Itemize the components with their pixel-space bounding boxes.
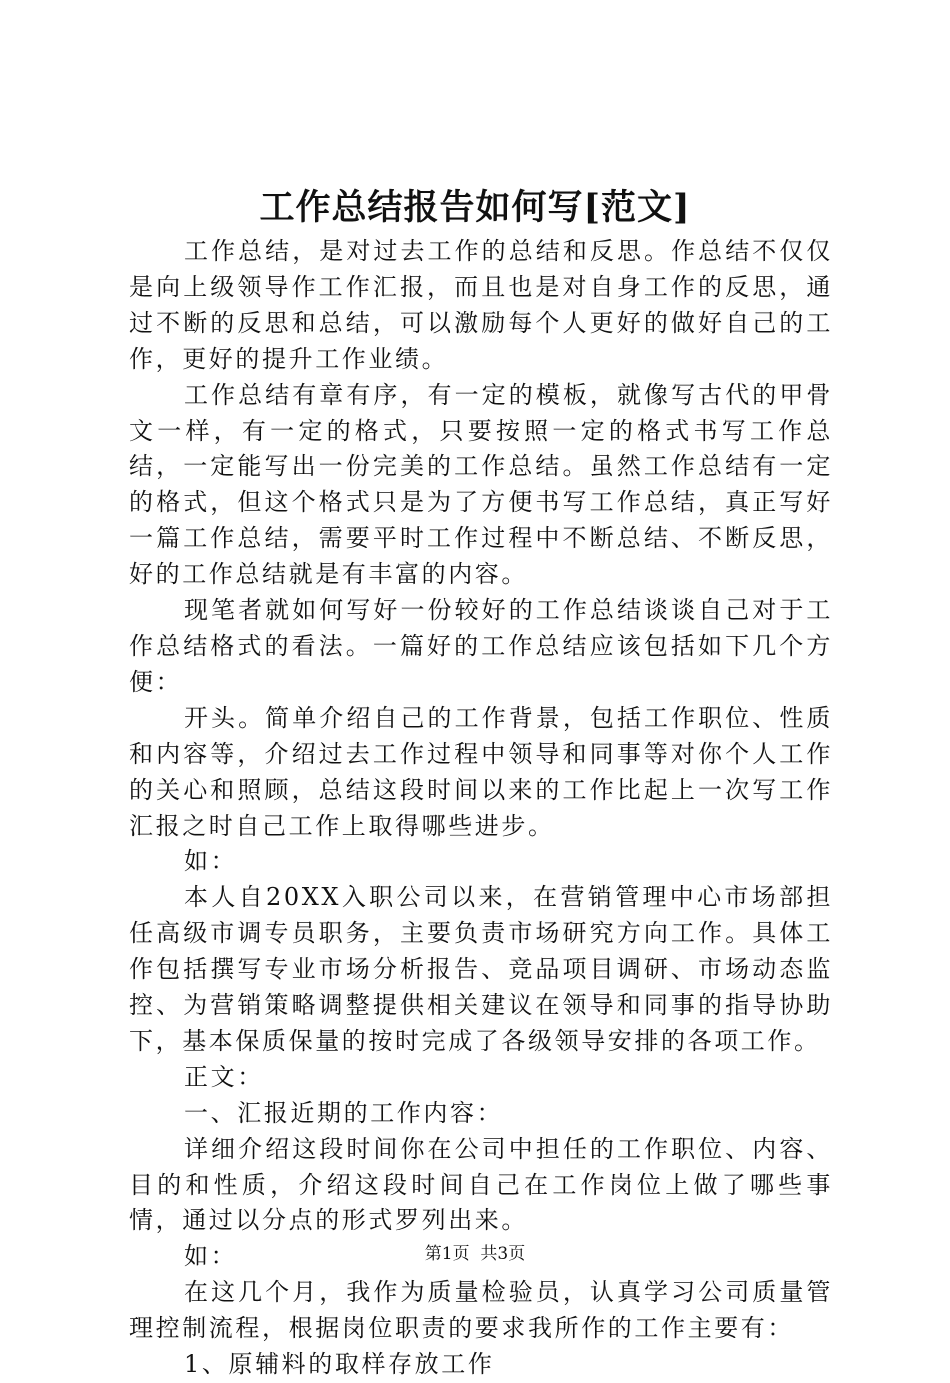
paragraph-list-item: 1、原辅料的取样存放工作: [184, 1350, 495, 1379]
document-title: 工作总结报告如何写[范文]: [259, 187, 691, 228]
paragraph-format: 现笔者就如何写好一份较好的工作总结谈谈自己对于工作总结格式的看法。一篇好的工作总结应该包括如下几个方便：: [129, 596, 833, 696]
paragraph-template: 工作总结有章有序，有一定的模板，就像写古代的甲骨文一样，有一定的格式，只要按照一定的格式书写工作总结，一定能写出一份完美的工作总结。虽然工作总结有一定的格式，但这个格式只是为了方便书写工作总结，真正写好一篇工作总结，需要平时工作过程中不断总结、不断反思，好的工作总结就是有丰富的内容。: [129, 380, 833, 589]
paragraph-opening: 开头。简单介绍自己的工作背景，包括工作职位、性质和内容等，介绍过去工作过程中领导和同事等对你个人工作的关心和照顾，总结这段时间以来的工作比起上一次写工作汇报之时自己工作上取得哪些进步。: [129, 703, 833, 840]
paragraph-example-opening: 本人自20XX入职公司以来，在营销管理中心市场部担任高级市调专员职务，主要负责市场研究方向工作。具体工作包括撰写专业市场分析报告、竞品项目调研、市场动态监控、为营销策略调整提供相关建议在领导和同事的指导协助下，基本保质保量的按时完成了各级领导安排的各项工作。: [129, 883, 833, 1055]
page-total: 共3页: [480, 1244, 526, 1264]
document-body: [129, 234, 833, 1383]
paragraph-intro: 工作总结，是对过去工作的总结和反思。作总结不仅仅是向上级领导作工作汇报，而且也是对自身工作的反思，通过不断的反思和总结，可以激励每个人更好的做好自己的工作，更好的提升工作业绩。: [129, 237, 833, 373]
paragraph-example-label: 如：: [184, 847, 238, 876]
page-footer: [0, 1242, 950, 1266]
page-number: 第1页: [424, 1244, 470, 1264]
paragraph-section-detail: 详细介绍这段时间你在公司中担任的工作职位、内容、目的和性质，介绍这段时间自己在工作岗位上做了哪些事情，通过以分点的形式罗列出来。: [129, 1134, 833, 1235]
paragraph-section-heading: 一、汇报近期的工作内容：: [184, 1098, 504, 1127]
paragraph-example-label-2: 如：: [184, 1242, 238, 1271]
paragraph-example-inspector: 在这几个月，我作为质量检验员，认真学习公司质量管理控制流程，根据岗位职责的要求我所作的工作主要有：: [129, 1278, 833, 1343]
paragraph-main-label: 正文：: [184, 1062, 264, 1091]
